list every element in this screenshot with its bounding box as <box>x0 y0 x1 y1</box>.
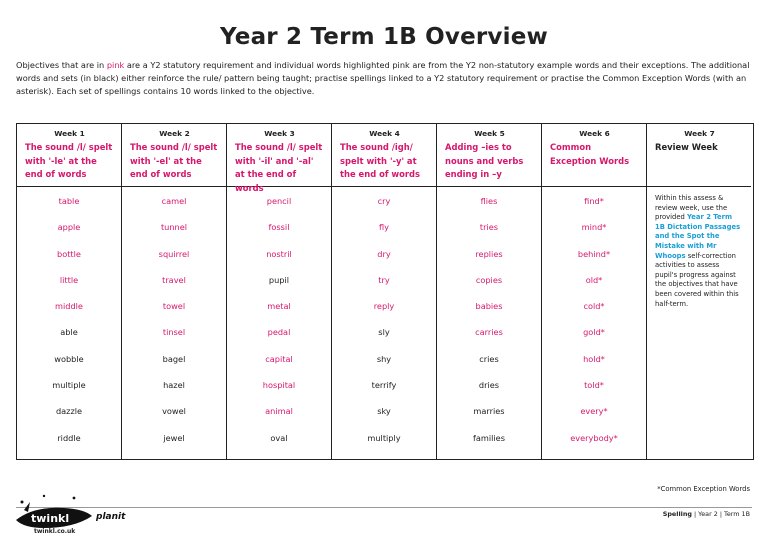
footer-subject: Spelling <box>662 510 692 518</box>
spelling-word: able <box>60 327 78 338</box>
spelling-word: hazel <box>163 380 185 391</box>
week-label: Week 4 <box>369 129 400 138</box>
spelling-word: wobble <box>54 353 84 364</box>
spelling-word: multiply <box>367 432 401 443</box>
word-list <box>542 187 646 459</box>
week-label: Week 1 <box>54 129 85 138</box>
intro-text-2: are a Y2 statutory requirement and individual words highlighted pink are from the Y2 non-statutory example words and their exceptions. The additional words and sets (in black) either reinforce the rule/ pattern being taught; practise spellings linked to a Y2 statutory requirement or practise the Common Exception Words (with an asterisk). Each set of spellings contains 10 words linked to the objective. <box>16 60 750 96</box>
week-objective: Review Week <box>655 142 718 152</box>
spelling-word: dry <box>377 248 391 259</box>
week-header <box>647 124 751 187</box>
spelling-word: camel <box>161 196 187 206</box>
week-header <box>227 124 331 193</box>
spelling-word: tries <box>479 222 499 233</box>
spelling-word: sly <box>378 327 390 338</box>
spelling-word: travel <box>162 274 186 285</box>
intro-pink-word: pink <box>106 60 125 70</box>
planit-text: planit <box>96 512 126 522</box>
week-objective: The sound /igh/ spelt with '-y' at the end of words <box>340 142 421 179</box>
spelling-word: bottle <box>57 248 81 259</box>
spelling-word: vowel <box>162 406 186 417</box>
week-label: Week 3 <box>264 129 295 138</box>
spelling-word: middle <box>55 301 83 312</box>
spelling-word: marries <box>473 406 505 417</box>
review-text-1: Within this assess & review week, use the provided <box>655 194 728 222</box>
spelling-word: table <box>58 196 80 206</box>
footer-label <box>663 510 750 518</box>
spelling-word: nostril <box>266 248 292 259</box>
logo-url: twinkl.co.uk <box>34 528 76 535</box>
spelling-word: old* <box>585 274 603 285</box>
intro-paragraph <box>16 59 754 98</box>
spelling-word: hold* <box>583 353 605 364</box>
spelling-word: carries <box>475 327 503 338</box>
spelling-word: everybody* <box>570 432 618 443</box>
week-column-review <box>647 124 751 459</box>
week-column <box>122 124 227 459</box>
spelling-word: riddle <box>57 432 81 443</box>
spelling-word: babies <box>475 301 503 312</box>
week-objective: The sound /l/ spelt with '-le' at the end of words <box>25 142 113 179</box>
logo-text: twinkl <box>31 512 70 525</box>
spelling-word: every* <box>580 406 608 417</box>
spelling-word: terrify <box>371 380 397 391</box>
overview-table <box>16 123 754 460</box>
week-label: Week 7 <box>684 129 715 138</box>
footnote: *Common Exception Words <box>657 485 750 493</box>
week-objective: The sound /l/ spelt with '-el' at the end of words <box>130 142 218 179</box>
spelling-word: replies <box>475 248 503 259</box>
spelling-word: behind* <box>577 248 611 259</box>
spelling-word: reply <box>373 301 395 312</box>
spelling-word: towel <box>162 301 186 312</box>
spelling-word: cry <box>377 196 391 206</box>
spelling-word: cries <box>479 353 499 364</box>
week-header <box>437 124 541 187</box>
spelling-word: fossil <box>268 222 290 233</box>
week-header <box>122 124 226 187</box>
spelling-word: tunnel <box>160 222 188 233</box>
spelling-word: animal <box>265 406 293 417</box>
spelling-word: told* <box>584 380 604 391</box>
spelling-word: tinsel <box>162 327 186 338</box>
spelling-word: dazzle <box>55 406 83 417</box>
week-objective: The sound /l/ spelt with '-il' and '-al' at the end of words <box>235 142 323 193</box>
spelling-word: flies <box>480 196 498 206</box>
spelling-word: cold* <box>583 301 605 312</box>
spelling-word: try <box>378 274 390 285</box>
word-list <box>437 187 541 459</box>
week-column <box>332 124 437 459</box>
word-list <box>17 187 121 459</box>
week-objective: Common Exception Words <box>550 142 630 166</box>
review-text-2: self-correction activities to assess pupil's progress against the objectives that have been covered within this half-term. <box>655 251 739 308</box>
week-header <box>17 124 121 187</box>
week-objective: Adding –ies to nouns and verbs ending in –y <box>445 142 524 179</box>
week-column <box>227 124 332 459</box>
spelling-word: apple <box>57 222 81 233</box>
spelling-word: mind* <box>581 222 607 233</box>
spelling-word: shy <box>376 353 392 364</box>
week-label: Week 5 <box>474 129 505 138</box>
spelling-word: hospital <box>262 380 296 391</box>
review-resource-link[interactable]: Year 2 Term 1B Dictation Passages and the Spot the Mistake with Mr Whoops <box>655 213 741 260</box>
spelling-word: fly <box>378 222 389 233</box>
spelling-word: dries <box>478 380 500 391</box>
spelling-word: sky <box>377 406 391 417</box>
word-list <box>332 187 436 459</box>
spelling-word: capital <box>265 353 293 364</box>
spelling-word: little <box>59 274 79 285</box>
week-header <box>542 124 646 187</box>
spelling-word: find* <box>584 196 604 206</box>
spelling-word: copies <box>475 274 503 285</box>
spelling-word: bagel <box>162 353 186 364</box>
week-label: Week 6 <box>579 129 610 138</box>
week-label: Week 2 <box>159 129 190 138</box>
spelling-word: families <box>472 432 505 443</box>
spelling-word: gold* <box>583 327 605 338</box>
spelling-word: pencil <box>266 196 292 206</box>
spelling-word: squirrel <box>158 248 190 259</box>
page-title: Year 2 Term 1B Overview <box>220 24 548 50</box>
spelling-word: pupil <box>268 274 290 285</box>
word-list <box>122 187 226 459</box>
week-header <box>332 124 436 187</box>
spelling-word: metal <box>267 301 291 312</box>
spelling-word: jewel <box>163 432 185 443</box>
intro-text-1: Objectives that are in <box>16 60 107 70</box>
footer-rest: | Year 2 | Term 1B <box>691 510 750 518</box>
week-column <box>542 124 647 459</box>
spelling-word: multiple <box>52 380 86 391</box>
week-column <box>17 124 122 459</box>
spelling-word: oval <box>270 432 288 443</box>
spelling-word: pedal <box>267 327 291 338</box>
word-list <box>227 187 331 459</box>
review-description <box>647 187 751 309</box>
week-column <box>437 124 542 459</box>
